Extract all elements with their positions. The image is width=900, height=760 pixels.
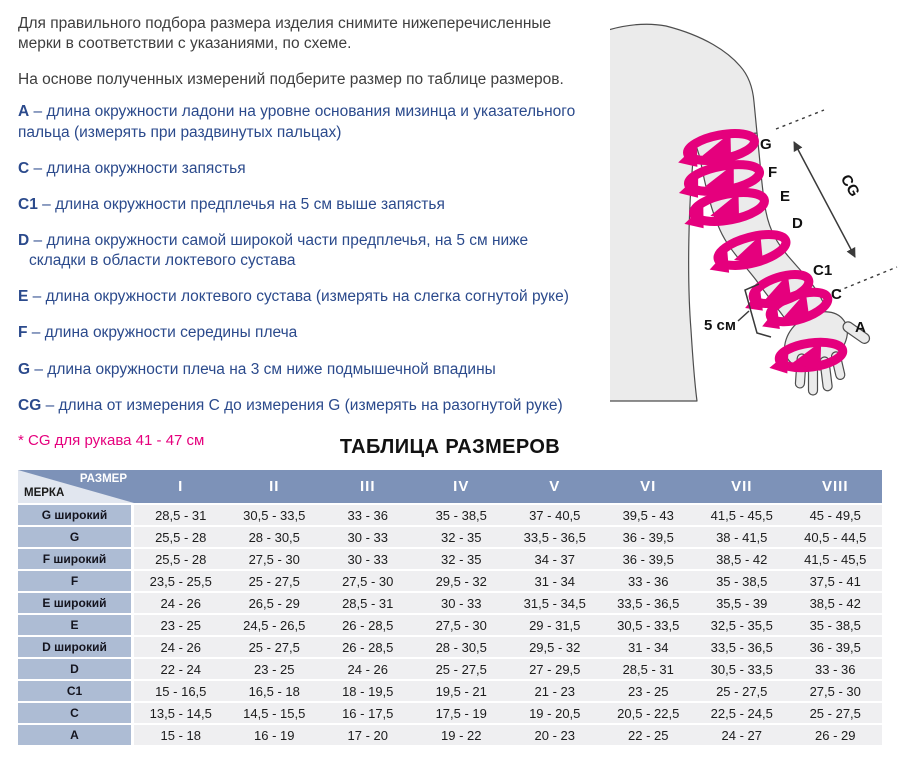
measurement-text: – длина окружности локтевого сустава (измерять на слегка согнутой руке) [32, 288, 569, 306]
table-row [18, 527, 882, 547]
table-row [18, 659, 882, 679]
table-cell: 23 - 25 [160, 617, 201, 633]
row-label: G широкий [18, 505, 131, 525]
table-cell: 33,5 - 36,5 [710, 639, 773, 655]
row-cells [134, 725, 882, 745]
measurement-letter: C1 [18, 195, 38, 213]
table-cell: 16,5 - 18 [248, 683, 300, 699]
table-cell: 33 - 36 [347, 507, 388, 523]
measurement-letter: A [18, 103, 30, 121]
column-header: VIII [821, 478, 849, 495]
table-cell: 16 - 19 [254, 727, 295, 743]
diagram-label-f: F [768, 164, 778, 181]
table-cell: 29,5 - 32 [435, 573, 487, 589]
measurement-text: – длина от измерения C до измерения G (измерять на разогнутой руке) [45, 396, 563, 414]
row-label: G [18, 527, 131, 547]
diagram-label-d: D [792, 215, 803, 232]
measurement-letter: CG [18, 396, 42, 414]
diagram-label-a: A [855, 319, 866, 336]
table-cell: 35 - 38,5 [809, 617, 861, 633]
table-cell: 37,5 - 41 [809, 573, 861, 589]
table-cell: 27,5 - 30 [342, 573, 394, 589]
table-cell: 25 - 27,5 [809, 705, 861, 721]
column-header: VII [731, 478, 753, 495]
table-cell: 32 - 35 [441, 529, 482, 545]
sleeve-length-note: * CG для рукава 41 - 47 см [18, 431, 205, 449]
measurement-letter: G [18, 360, 31, 378]
measurement-band-a [767, 339, 845, 378]
measurement-item [18, 396, 610, 416]
corner-label-measure: МЕРКА [24, 487, 65, 499]
five-cm-pointer [738, 311, 749, 321]
measurements-list [18, 102, 610, 415]
table-row [18, 725, 882, 745]
table-cell: 25 - 27,5 [248, 639, 300, 655]
size-table-header [18, 470, 882, 503]
table-cell: 33 - 36 [815, 661, 856, 677]
table-cell: 26 - 28,5 [342, 639, 394, 655]
table-row [18, 549, 882, 569]
table-cell: 19 - 20,5 [529, 705, 581, 721]
column-header: I [178, 478, 184, 495]
table-cell: 31 - 34 [534, 573, 575, 589]
table-cell: 34 - 37 [534, 551, 575, 567]
table-row [18, 637, 882, 657]
measurement-item [18, 323, 610, 343]
intro-line: мерки в соответствии с указаниями, по схеме. [18, 35, 352, 53]
intro-line: Для правильного подбора размера изделия снимите нижеперечисленные [18, 15, 552, 32]
table-cell: 37 - 40,5 [529, 507, 581, 523]
measurement-item [18, 231, 610, 271]
table-cell: 39,5 - 43 [622, 507, 674, 523]
table-cell: 26 - 29 [815, 727, 856, 743]
table-cell: 21 - 23 [534, 683, 575, 699]
column-header: VI [640, 478, 657, 495]
table-cell: 20,5 - 22,5 [617, 705, 680, 721]
table-cell: 28 - 30,5 [248, 529, 300, 545]
intro-paragraph-1 [18, 14, 610, 54]
table-row [18, 703, 882, 723]
column-header: IV [453, 478, 470, 495]
measurement-letter: C [18, 159, 30, 177]
table-cell: 25 - 27,5 [248, 573, 300, 589]
dashed-line-bottom [838, 267, 897, 291]
row-cells [134, 615, 882, 635]
measurement-letter: E [18, 288, 29, 306]
table-cell: 22 - 25 [628, 727, 669, 743]
table-cell: 17,5 - 19 [435, 705, 487, 721]
measurement-letter: F [18, 324, 28, 342]
table-cell: 33,5 - 36,5 [523, 529, 586, 545]
row-label: C [18, 703, 131, 723]
table-cell: 38,5 - 42 [716, 551, 768, 567]
table-cell: 24,5 - 26,5 [243, 617, 306, 633]
table-cell: 16 - 17,5 [342, 705, 394, 721]
table-cell: 24 - 26 [347, 661, 388, 677]
cg-arrow [794, 142, 855, 257]
row-cells [134, 527, 882, 547]
table-cell: 35 - 38,5 [435, 507, 487, 523]
table-cell: 26,5 - 29 [248, 595, 300, 611]
table-cell: 23 - 25 [628, 683, 669, 699]
row-cells [134, 681, 882, 701]
corner-label-size: РАЗМЕР [79, 473, 127, 485]
row-label: D [18, 659, 131, 679]
intro-paragraph-2: На основе полученных измерений подберите размер по таблице размеров. [18, 71, 564, 89]
row-cells [134, 637, 882, 657]
table-cell: 36 - 39,5 [809, 639, 861, 655]
table-cell: 32 - 35 [441, 551, 482, 567]
row-cells [134, 659, 882, 679]
table-cell: 25,5 - 28 [155, 551, 207, 567]
row-cells [134, 703, 882, 723]
row-cells [134, 549, 882, 569]
table-cell: 30,5 - 33,5 [243, 507, 306, 523]
table-cell: 27,5 - 30 [248, 551, 300, 567]
table-cell: 19 - 22 [441, 727, 482, 743]
measurement-text: – длина окружности предплечья на 5 см выше запястья [42, 195, 445, 213]
measurement-text: – длина окружности середины плеча [31, 324, 298, 342]
row-label: E [18, 615, 131, 635]
size-table [18, 470, 882, 745]
table-cell: 41,5 - 45,5 [804, 551, 867, 567]
row-label: C1 [18, 681, 131, 701]
table-cell: 33,5 - 36,5 [617, 595, 680, 611]
table-cell: 13,5 - 14,5 [149, 705, 212, 721]
table-cell: 22,5 - 24,5 [710, 705, 773, 721]
dashed-line-top [776, 110, 824, 129]
column-header: V [549, 478, 561, 495]
table-cell: 38,5 - 42 [809, 595, 861, 611]
table-cell: 25,5 - 28 [155, 529, 207, 545]
table-cell: 27,5 - 30 [435, 617, 487, 633]
instructions-column [18, 14, 610, 449]
table-cell: 15 - 18 [160, 727, 201, 743]
table-row [18, 681, 882, 701]
row-label: E широкий [18, 593, 131, 613]
measurement-text: пальца (измерять при раздвинутых пальцах) [18, 123, 342, 141]
table-cell: 40,5 - 44,5 [804, 529, 867, 545]
diagram-label-c: C [831, 286, 842, 303]
size-table-body [18, 505, 882, 745]
measurement-letter: D [18, 231, 30, 249]
size-table-title: ТАБЛИЦА РАЗМЕРОВ [339, 436, 561, 458]
five-cm-label: 5 см [704, 317, 736, 334]
row-label: F [18, 571, 131, 591]
table-cell: 19,5 - 21 [435, 683, 487, 699]
row-cells [134, 505, 882, 525]
table-cell: 30,5 - 33,5 [710, 661, 773, 677]
table-row [18, 505, 882, 525]
table-cell: 28,5 - 31 [342, 595, 394, 611]
table-cell: 36 - 39,5 [622, 529, 674, 545]
table-cell: 25 - 27,5 [435, 661, 487, 677]
column-header: II [269, 478, 280, 495]
measurement-item [18, 360, 610, 380]
row-label: F широкий [18, 549, 131, 569]
table-cell: 31,5 - 34,5 [523, 595, 586, 611]
table-cell: 27 - 29,5 [529, 661, 581, 677]
measurement-item [18, 102, 610, 142]
table-cell: 23,5 - 25,5 [149, 573, 212, 589]
table-cell: 24 - 26 [160, 595, 201, 611]
measurement-text: складки в области локтевого сустава [29, 252, 296, 270]
table-cell: 24 - 27 [721, 727, 762, 743]
table-cell: 28,5 - 31 [155, 507, 207, 523]
table-row [18, 571, 882, 591]
table-cell: 24 - 26 [160, 639, 201, 655]
measurement-item [18, 159, 610, 179]
diagram-label-e: E [780, 188, 791, 205]
table-cell: 18 - 19,5 [342, 683, 394, 699]
table-row [18, 593, 882, 613]
measurement-text: – длина окружности ладони на уровне основания мизинца и указательного [33, 103, 576, 121]
table-cell: 33 - 36 [628, 573, 669, 589]
table-cell: 41,5 - 45,5 [710, 507, 773, 523]
measurement-text: – длина окружности самой широкой части предплечья, на 5 см ниже [33, 231, 529, 249]
measurement-item [18, 195, 610, 215]
table-cell: 30 - 33 [441, 595, 482, 611]
table-cell: 28 - 30,5 [435, 639, 487, 655]
table-cell: 38 - 41,5 [716, 529, 768, 545]
row-label: A [18, 725, 131, 745]
table-cell: 30 - 33 [347, 529, 388, 545]
table-cell: 22 - 24 [160, 661, 201, 677]
table-row [18, 615, 882, 635]
table-cell: 32,5 - 35,5 [710, 617, 773, 633]
table-cell: 30,5 - 33,5 [617, 617, 680, 633]
table-cell: 36 - 39,5 [622, 551, 674, 567]
table-cell: 29 - 31,5 [529, 617, 581, 633]
arm-measurement-diagram [610, 0, 900, 440]
table-cell: 29,5 - 32 [529, 639, 581, 655]
table-cell: 17 - 20 [347, 727, 388, 743]
table-cell: 31 - 34 [628, 639, 669, 655]
measurement-text: – длина окружности плеча на 3 см ниже подмышечной впадины [34, 360, 496, 378]
column-header: III [359, 478, 376, 495]
table-cell: 27,5 - 30 [809, 683, 861, 699]
table-cell: 25 - 27,5 [716, 683, 768, 699]
row-label: D широкий [18, 637, 131, 657]
diagram-label-c1: C1 [813, 262, 833, 279]
diagram-label-g: G [760, 136, 772, 153]
table-cell: 26 - 28,5 [342, 617, 394, 633]
table-cell: 45 - 49,5 [809, 507, 861, 523]
size-table-corner-cell [18, 470, 134, 503]
row-cells [134, 571, 882, 591]
measurement-item [18, 287, 610, 307]
table-cell: 28,5 - 31 [622, 661, 674, 677]
row-cells [134, 593, 882, 613]
table-cell: 20 - 23 [534, 727, 575, 743]
table-cell: 14,5 - 15,5 [243, 705, 306, 721]
table-cell: 23 - 25 [254, 661, 295, 677]
diagram-label-cg: CG [836, 171, 863, 200]
table-cell: 35 - 38,5 [716, 573, 768, 589]
table-cell: 15 - 16,5 [155, 683, 207, 699]
measurement-text: – длина окружности запястья [33, 159, 246, 177]
table-cell: 30 - 33 [347, 551, 388, 567]
table-cell: 35,5 - 39 [716, 595, 768, 611]
